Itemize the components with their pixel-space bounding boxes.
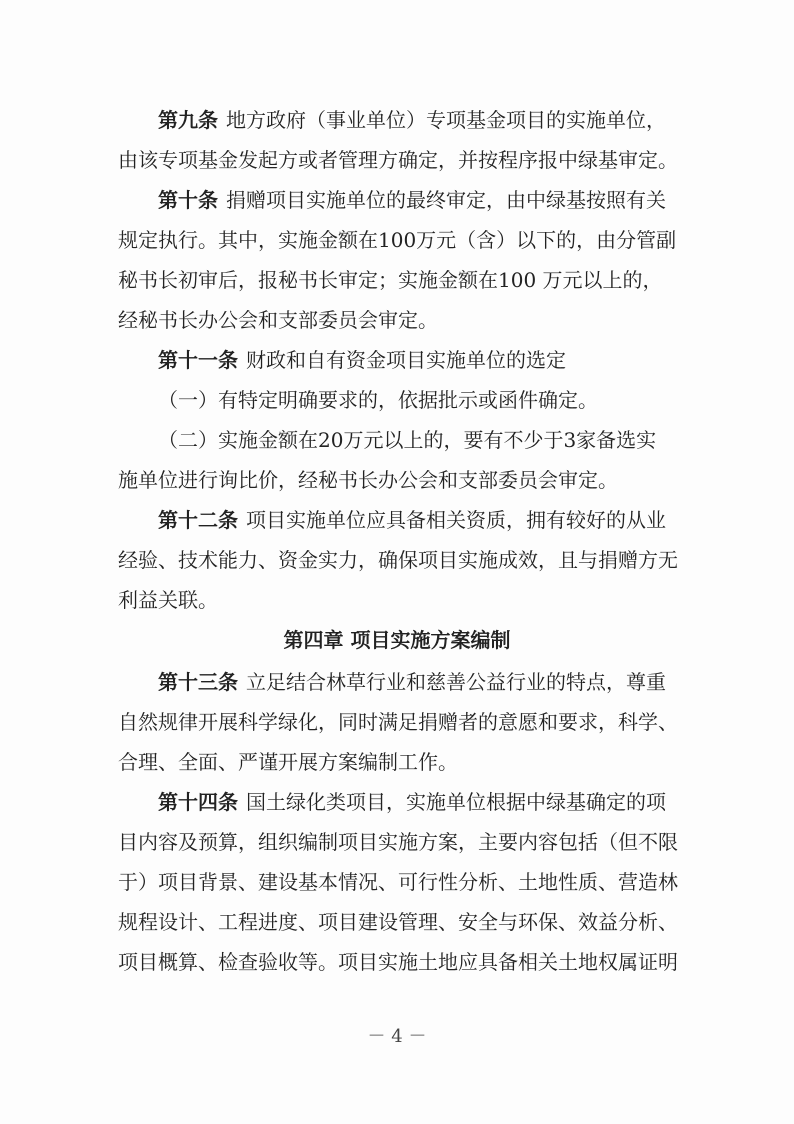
article-13-text: 立足结合林草行业和慈善公益行业的特点，尊重	[246, 670, 666, 694]
article-10-text: 捐赠项目实施单位的最终审定，由中绿基按照有关	[226, 188, 666, 212]
article-14-line-4: 规程设计、工程进度、项目建设管理、安全与环保、效益分析、	[118, 910, 678, 934]
article-10-line-3: 秘书长初审后，报秘书长审定；实施金额在100 万元以上的，	[118, 268, 663, 292]
article-9-line-1	[118, 100, 678, 140]
article-10-line-2: 规定执行。其中，实施金额在100万元（含）以下的，由分管副	[118, 228, 677, 252]
article-10-line-1	[118, 180, 678, 220]
article-9-line-2: 由该专项基金发起方或者管理方确定，并按程序报中绿基审定。	[118, 148, 678, 172]
article-9-label: 第九条	[158, 108, 218, 132]
article-12-line-2: 经验、技术能力、资金实力，确保项目实施成效，且与捐赠方无	[118, 548, 678, 572]
article-14-line-3: 于）项目背景、建设基本情况、可行性分析、土地性质、营造林	[118, 870, 678, 894]
chapter-4-heading: 第四章 项目实施方案编制	[283, 628, 511, 652]
article-12-text: 项目实施单位应具备相关资质，拥有较好的从业	[246, 508, 666, 532]
article-11-item-1: （一）有特定明确要求的，依据批示或函件确定。	[158, 388, 598, 412]
article-10-line-4: 经秘书长办公会和支部委员会审定。	[118, 308, 438, 332]
article-11-item-2-line-1: （二）实施金额在20万元以上的，要有不少于3家备选实	[158, 428, 657, 452]
article-11-text: 财政和自有资金项目实施单位的选定	[246, 348, 566, 372]
article-13-label: 第十三条	[158, 670, 238, 694]
article-13-line-2: 自然规律开展科学绿化，同时满足捐赠者的意愿和要求，科学、	[118, 710, 678, 734]
article-11-line-1	[118, 340, 678, 380]
article-9-text: 地方政府（事业单位）专项基金项目的实施单位，	[226, 108, 666, 132]
article-14-text: 国土绿化类项目，实施单位根据中绿基确定的项	[246, 790, 666, 814]
article-14-line-1	[118, 782, 678, 822]
article-10-label: 第十条	[158, 188, 218, 212]
article-12-label: 第十二条	[158, 508, 238, 532]
article-12-line-3: 利益关联。	[118, 588, 218, 612]
article-14-line-5: 项目概算、检查验收等。项目实施土地应具备相关土地权属证明	[118, 950, 678, 974]
article-11-item-2-line-2: 施单位进行询比价，经秘书长办公会和支部委员会审定。	[118, 468, 618, 492]
page-number: － 4 －	[367, 1026, 427, 1047]
article-11-label: 第十一条	[158, 348, 238, 372]
article-13-line-1	[118, 662, 678, 702]
article-12-line-1	[118, 500, 678, 540]
article-14-label: 第十四条	[158, 790, 238, 814]
article-14-line-2: 目内容及预算，组织编制项目实施方案，主要内容包括（但不限	[118, 830, 678, 854]
article-13-line-3: 合理、全面、严谨开展方案编制工作。	[118, 750, 458, 774]
